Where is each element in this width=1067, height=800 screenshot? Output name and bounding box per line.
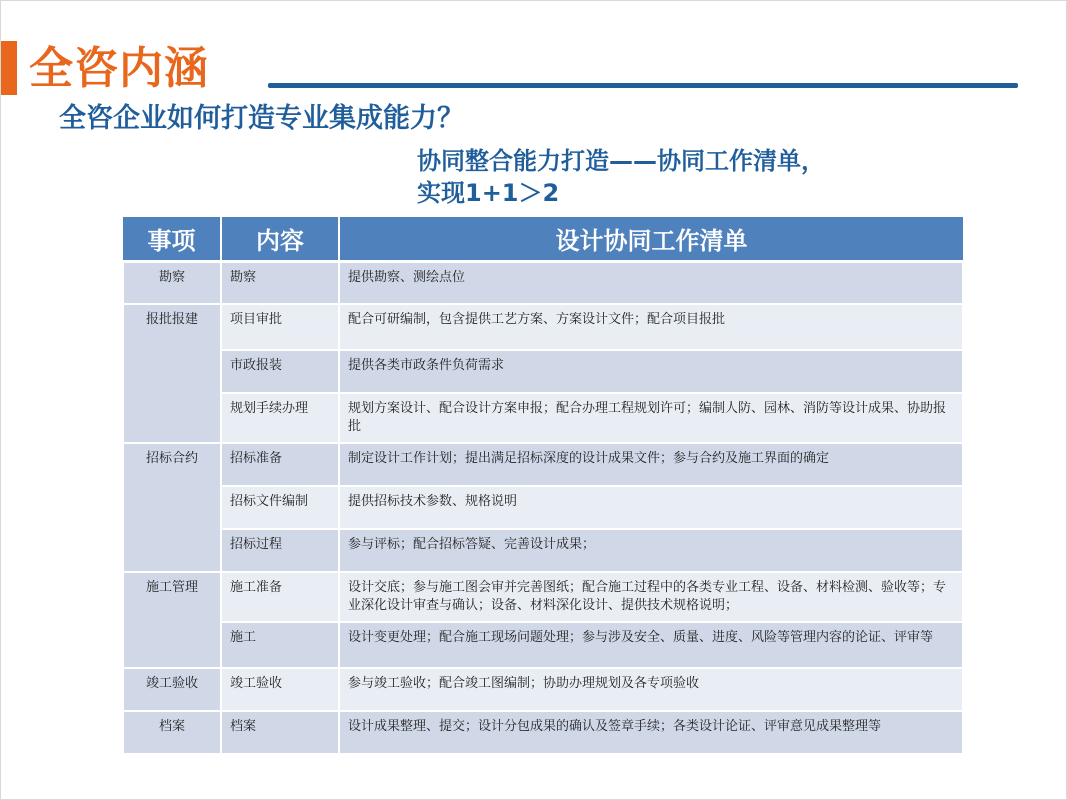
desc-cell: 参与评标；配合招标答疑、完善设计成果； [339,529,963,572]
header-content: 内容 [221,217,339,261]
item-cell: 招标文件编制 [221,486,339,529]
header-work-list: 设计协同工作清单 [339,217,963,261]
table-row [123,622,963,668]
item-cell: 项目审批 [221,304,339,350]
category-cell: 报批报建 [123,304,221,443]
desc-cell: 提供各类市政条件负荷需求 [339,350,963,393]
table-row [123,350,963,393]
table-row [123,529,963,572]
item-cell: 施工准备 [221,572,339,622]
table-header-row [123,217,963,261]
table-row [123,486,963,529]
headline-line-1: 协同整合能力打造——协同工作清单， [417,147,825,175]
desc-cell: 配合可研编制，包含提供工艺方案、方案设计文件；配合项目报批 [339,304,963,350]
desc-cell: 设计变更处理；配合施工现场问题处理；参与涉及安全、质量、进度、风险等管理内容的论证、评审等 [339,622,963,668]
item-cell: 市政报装 [221,350,339,393]
table-row [123,304,963,350]
category-cell: 施工管理 [123,572,221,668]
item-cell: 招标准备 [221,443,339,486]
item-cell: 档案 [221,711,339,754]
table-row [123,572,963,622]
desc-cell: 提供招标技术参数、规格说明 [339,486,963,529]
desc-cell: 规划方案设计、配合设计方案申报；配合办理工程规划许可；编制人防、园林、消防等设计成果、协助报批 [339,393,963,443]
item-cell: 竣工验收 [221,668,339,711]
desc-cell: 制定设计工作计划；提出满足招标深度的设计成果文件；参与合约及施工界面的确定 [339,443,963,486]
table-row [123,393,963,443]
category-cell: 勘察 [123,261,221,304]
desc-cell: 设计成果整理、提交；设计分包成果的确认及签章手续；各类设计论证、评审意见成果整理等 [339,711,963,754]
slide-headline [417,145,977,209]
category-cell: 档案 [123,711,221,754]
table-row [123,711,963,754]
desc-cell: 设计交底；参与施工图会审并完善图纸；配合施工过程中的各类专业工程、设备、材料检测、验收等；专业深化设计审查与确认；设备、材料深化设计、提供技术规格说明； [339,572,963,622]
item-cell: 施工 [221,622,339,668]
headline-line-2: 实现1+1＞2 [417,179,560,207]
header-category: 事项 [123,217,221,261]
item-cell: 勘察 [221,261,339,304]
desc-cell: 提供勘察、测绘点位 [339,261,963,304]
section-title: 全咨内涵 [29,43,209,94]
category-cell: 招标合约 [123,443,221,572]
collaboration-work-list-table [122,217,964,755]
slide-subtitle: 全咨企业如何打造专业集成能力？ [59,103,464,134]
table-row [123,443,963,486]
table-row [123,261,963,304]
title-accent-bar [1,41,17,95]
item-cell: 规划手续办理 [221,393,339,443]
item-cell: 招标过程 [221,529,339,572]
desc-cell: 参与竣工验收；配合竣工图编制；协助办理规划及各专项验收 [339,668,963,711]
category-cell: 竣工验收 [123,668,221,711]
table-row [123,668,963,711]
title-underline [268,83,1018,88]
